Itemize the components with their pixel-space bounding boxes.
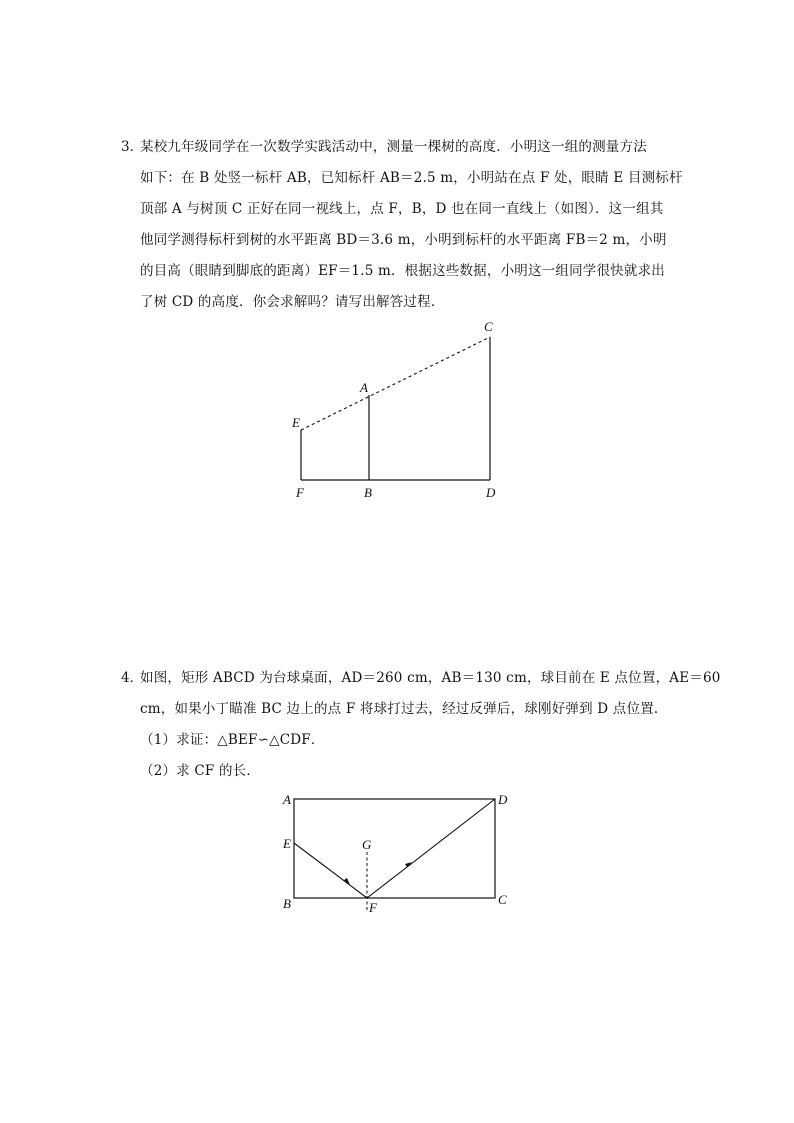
problem-3-line-2: 如下：在 B 处竖一标杆 AB，已知标杆 AB＝2.5 m，小明站在点 F 处，眼睛 E 目测标杆 xyxy=(140,170,683,186)
label-f: F xyxy=(296,485,304,500)
problem-4-number: 4． xyxy=(121,670,144,686)
label-g: G xyxy=(362,837,372,852)
label-a: A xyxy=(360,380,368,395)
problem-4-line-4: （2）求 CF 的长． xyxy=(140,763,261,779)
label-f: F xyxy=(369,900,377,915)
problem-4-line-2: cm，如果小丁瞄准 BC 边上的点 F 将球打过去，经过反弹后，球刚好弹到 D 点位置． xyxy=(140,701,668,717)
problem-3-line-5: 的目高（眼睛到脚底的距离）EF＝1.5 m．根据这些数据，小明这一组同学很快就求出 xyxy=(140,263,665,279)
label-c: C xyxy=(484,319,493,334)
path-ef xyxy=(294,843,367,898)
problem-3-line-3: 顶部 A 与树顶 C 正好在同一视线上，点 F，B，D 也在同一直线上（如图）．这一组其 xyxy=(140,201,664,217)
label-a: A xyxy=(283,792,291,807)
table-rectangle-abcd xyxy=(294,799,495,898)
label-d: D xyxy=(498,792,508,807)
path-fd xyxy=(367,799,495,898)
label-e: E xyxy=(283,836,291,851)
label-b: B xyxy=(283,896,291,911)
label-b: B xyxy=(364,485,372,500)
problem-3-line-4: 他同学测得标杆到树的水平距离 BD＝3.6 m，小明到标杆的水平距离 FB＝2 m，小明 xyxy=(140,232,667,248)
problem-3-number: 3． xyxy=(121,139,144,155)
problem-3-line-6: 了树 CD 的高度．你会求解吗？请写出解答过程． xyxy=(140,294,445,310)
problem-4-line-1: 如图，矩形 ABCD 为台球桌面，AD＝260 cm，AB＝130 cm，球目前在 E 点位置，AE＝60 xyxy=(140,670,721,686)
label-e: E xyxy=(292,415,300,430)
label-d: D xyxy=(486,485,496,500)
problem-3-line-1: 某校九年级同学在一次数学实践活动中，测量一棵树的高度．小明这一组的测量方法 xyxy=(140,139,647,155)
problem-4-line-3: （1）求证：△BEF∽△CDF． xyxy=(140,732,325,748)
label-c: C xyxy=(498,892,507,907)
